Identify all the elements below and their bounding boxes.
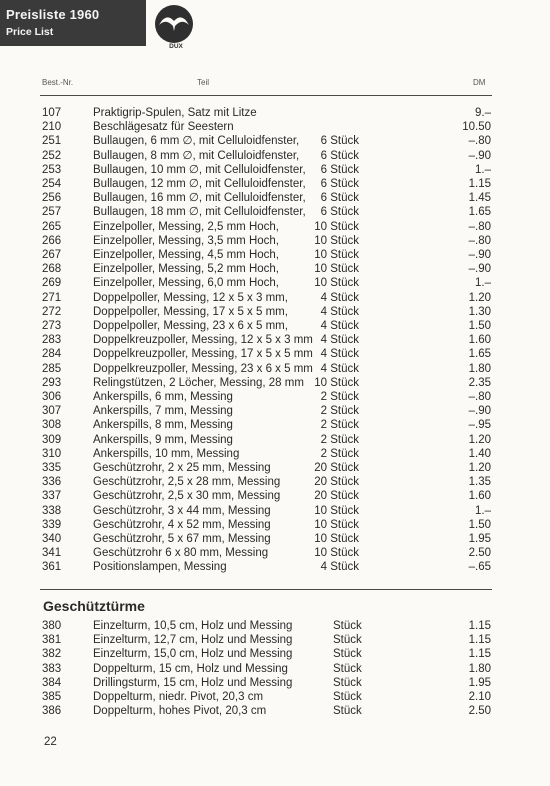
item-quantity: 6 Stück bbox=[320, 206, 359, 219]
item-quantity: 10 Stück bbox=[314, 504, 359, 517]
item-description: Positionslampen, Messing bbox=[93, 561, 227, 574]
section-divider bbox=[40, 589, 492, 590]
table-row bbox=[0, 163, 550, 177]
item-quantity: 10 Stück bbox=[314, 263, 359, 276]
item-description: Einzelpoller, Messing, 2,5 mm Hoch, bbox=[93, 220, 279, 233]
item-price: 1.50 bbox=[468, 320, 491, 332]
item-number: 307 bbox=[42, 405, 62, 418]
item-number: 306 bbox=[42, 391, 62, 403]
item-quantity: 10 Stück bbox=[314, 249, 359, 261]
item-price: 1.20 bbox=[468, 291, 491, 304]
item-quantity: Stück bbox=[333, 648, 362, 661]
item-price: 9.– bbox=[475, 107, 491, 119]
item-number: 251 bbox=[42, 135, 62, 148]
item-description: Einzelturm, 10,5 cm, Holz und Messing bbox=[93, 620, 293, 632]
item-description: Geschützrohr, 3 x 44 mm, Messing bbox=[93, 504, 271, 517]
item-quantity: 20 Stück bbox=[314, 490, 359, 503]
item-description: Geschützrohr, 2,5 x 30 mm, Messing bbox=[93, 490, 281, 503]
dux-logo-icon bbox=[152, 2, 200, 50]
item-price: 1.95 bbox=[468, 533, 491, 545]
item-description: Bullaugen, 18 mm ∅, mit Celluloidfenster, bbox=[93, 206, 306, 219]
item-quantity: 2 Stück bbox=[320, 391, 359, 403]
column-header-nr: Best.-Nr. bbox=[42, 78, 74, 87]
item-number: 266 bbox=[42, 234, 62, 247]
item-price: 1.50 bbox=[468, 518, 491, 531]
item-description: Doppelkreuzpoller, Messing, 17 x 5 x 5 mm bbox=[93, 348, 313, 361]
table-row bbox=[0, 248, 550, 262]
item-description: Einzelpoller, Messing, 4,5 mm Hoch, bbox=[93, 249, 279, 261]
item-price: –.90 bbox=[468, 263, 491, 276]
page-title: Preisliste 1960 bbox=[6, 7, 100, 22]
item-price: –.65 bbox=[468, 561, 491, 574]
item-quantity: 20 Stück bbox=[314, 462, 359, 474]
item-quantity: 6 Stück bbox=[320, 178, 359, 190]
table-row bbox=[0, 291, 550, 305]
table-row bbox=[0, 418, 550, 432]
item-price: 1.15 bbox=[468, 648, 491, 661]
page-number: 22 bbox=[44, 736, 57, 748]
item-number: 336 bbox=[42, 476, 62, 489]
item-description: Geschützrohr 6 x 80 mm, Messing bbox=[93, 547, 269, 560]
table-row bbox=[0, 704, 550, 718]
item-number: 267 bbox=[42, 249, 62, 261]
item-number: 293 bbox=[42, 376, 62, 389]
item-quantity: 4 Stück bbox=[320, 561, 359, 574]
table-row bbox=[0, 647, 550, 661]
item-description: Einzelpoller, Messing, 6,0 mm Hoch, bbox=[93, 277, 279, 290]
item-description: Doppelkreuzpoller, Messing, 12 x 5 x 3 mm bbox=[93, 334, 313, 347]
item-description: Bullaugen, 12 mm ∅, mit Celluloidfenster, bbox=[93, 178, 306, 190]
item-quantity: 4 Stück bbox=[320, 348, 359, 361]
table-row bbox=[0, 546, 550, 560]
item-description: Doppelkreuzpoller, Messing, 23 x 6 x 5 mm bbox=[93, 362, 313, 375]
item-description: Doppelturm, niedr. Pivot, 20,3 cm bbox=[93, 691, 264, 703]
item-quantity: 20 Stück bbox=[314, 476, 359, 489]
table-row bbox=[0, 633, 550, 647]
table-row bbox=[0, 134, 550, 148]
table-row bbox=[0, 447, 550, 461]
table-row bbox=[0, 305, 550, 319]
item-quantity: 4 Stück bbox=[320, 305, 359, 318]
item-description: Praktigrip-Spulen, Satz mit Litze bbox=[93, 107, 257, 119]
item-quantity: Stück bbox=[333, 676, 362, 689]
item-price: –.80 bbox=[468, 135, 491, 148]
item-price: –.80 bbox=[468, 220, 491, 233]
item-number: 269 bbox=[42, 277, 62, 290]
item-description: Einzelturm, 15,0 cm, Holz und Messing bbox=[93, 648, 293, 661]
item-number: 339 bbox=[42, 518, 62, 531]
item-quantity: Stück bbox=[333, 705, 362, 718]
item-number: 268 bbox=[42, 263, 62, 276]
item-description: Beschlägesatz für Seestern bbox=[93, 121, 234, 134]
item-quantity: Stück bbox=[333, 662, 362, 675]
page-subtitle: Price List bbox=[6, 26, 54, 38]
item-description: Geschützrohr, 2,5 x 28 mm, Messing bbox=[93, 476, 281, 489]
item-quantity: 10 Stück bbox=[314, 220, 359, 233]
item-price: 1.15 bbox=[468, 634, 491, 647]
item-description: Ankerspills, 9 mm, Messing bbox=[93, 433, 233, 446]
item-price: –.80 bbox=[468, 391, 491, 403]
item-price: –.90 bbox=[468, 405, 491, 418]
item-number: 338 bbox=[42, 504, 62, 517]
item-number: 382 bbox=[42, 648, 62, 661]
item-price: 1.60 bbox=[468, 490, 491, 503]
item-description: Einzelturm, 12,7 cm, Holz und Messing bbox=[93, 634, 293, 647]
table-row bbox=[0, 532, 550, 546]
item-quantity: 10 Stück bbox=[314, 547, 359, 560]
item-quantity: 4 Stück bbox=[320, 291, 359, 304]
item-description: Bullaugen, 6 mm ∅, mit Celluloidfenster, bbox=[93, 135, 300, 148]
item-number: 285 bbox=[42, 362, 62, 375]
item-number: 310 bbox=[42, 447, 62, 460]
header-banner bbox=[0, 0, 146, 46]
item-description: Ankerspills, 8 mm, Messing bbox=[93, 419, 233, 432]
item-description: Bullaugen, 10 mm ∅, mit Celluloidfenster, bbox=[93, 163, 306, 176]
table-row bbox=[0, 120, 550, 134]
table-row bbox=[0, 376, 550, 390]
item-price: 1.– bbox=[475, 504, 491, 517]
table-row bbox=[0, 560, 550, 574]
item-number: 308 bbox=[42, 419, 62, 432]
item-price: 1.65 bbox=[468, 348, 491, 361]
item-description: Doppelturm, hohes Pivot, 20,3 cm bbox=[93, 705, 267, 718]
item-number: 283 bbox=[42, 334, 62, 347]
item-number: 384 bbox=[42, 676, 62, 689]
item-quantity: 6 Stück bbox=[320, 149, 359, 162]
item-description: Geschützrohr, 5 x 67 mm, Messing bbox=[93, 533, 271, 545]
table-row bbox=[0, 191, 550, 205]
item-price: 1.20 bbox=[468, 433, 491, 446]
item-quantity: 4 Stück bbox=[320, 362, 359, 375]
table-row bbox=[0, 619, 550, 633]
item-number: 284 bbox=[42, 348, 62, 361]
table-row bbox=[0, 347, 550, 361]
item-number: 253 bbox=[42, 163, 62, 176]
item-price: 1.– bbox=[475, 277, 491, 290]
item-description: Bullaugen, 8 mm ∅, mit Celluloidfenster, bbox=[93, 149, 300, 162]
item-quantity: 2 Stück bbox=[320, 419, 359, 432]
header-divider bbox=[40, 95, 492, 96]
table-row bbox=[0, 475, 550, 489]
item-number: 271 bbox=[42, 291, 62, 304]
item-number: 340 bbox=[42, 533, 62, 545]
item-number: 210 bbox=[42, 121, 62, 134]
table-row bbox=[0, 390, 550, 404]
item-description: Geschützrohr, 2 x 25 mm, Messing bbox=[93, 462, 271, 474]
table-row bbox=[0, 106, 550, 120]
item-quantity: 2 Stück bbox=[320, 433, 359, 446]
item-quantity: Stück bbox=[333, 634, 362, 647]
item-number: 273 bbox=[42, 320, 62, 332]
item-price: 1.95 bbox=[468, 676, 491, 689]
item-quantity: 2 Stück bbox=[320, 405, 359, 418]
section-title: Geschütztürme bbox=[43, 598, 145, 614]
item-price: 1.60 bbox=[468, 334, 491, 347]
item-number: 309 bbox=[42, 433, 62, 446]
item-number: 383 bbox=[42, 662, 62, 675]
item-price: 1.15 bbox=[468, 178, 491, 190]
item-number: 265 bbox=[42, 220, 62, 233]
table-row bbox=[0, 234, 550, 248]
table-row bbox=[0, 205, 550, 219]
item-number: 107 bbox=[42, 107, 62, 119]
item-quantity: Stück bbox=[333, 620, 362, 632]
item-price: 1.80 bbox=[468, 362, 491, 375]
item-quantity: 6 Stück bbox=[320, 135, 359, 148]
item-description: Ankerspills, 6 mm, Messing bbox=[93, 391, 233, 403]
item-quantity: 4 Stück bbox=[320, 320, 359, 332]
item-number: 337 bbox=[42, 490, 62, 503]
item-number: 335 bbox=[42, 462, 62, 474]
table-row bbox=[0, 433, 550, 447]
item-number: 381 bbox=[42, 634, 62, 647]
item-number: 256 bbox=[42, 192, 62, 205]
logo-text: DUX bbox=[169, 43, 183, 50]
item-number: 257 bbox=[42, 206, 62, 219]
item-price: 1.20 bbox=[468, 462, 491, 474]
item-number: 341 bbox=[42, 547, 62, 560]
item-number: 254 bbox=[42, 178, 62, 190]
table-row bbox=[0, 319, 550, 333]
table-row bbox=[0, 676, 550, 690]
item-price: –.95 bbox=[468, 419, 491, 432]
item-price: –.90 bbox=[468, 249, 491, 261]
item-price: 1.– bbox=[475, 163, 491, 176]
item-number: 385 bbox=[42, 691, 62, 703]
table-row bbox=[0, 461, 550, 475]
item-description: Ankerspills, 7 mm, Messing bbox=[93, 405, 233, 418]
item-price: 1.45 bbox=[468, 192, 491, 205]
item-description: Relingstützen, 2 Löcher, Messing, 28 mm bbox=[93, 376, 304, 389]
column-header-price: DM bbox=[473, 78, 486, 87]
item-price: 1.15 bbox=[468, 620, 491, 632]
table-row bbox=[0, 149, 550, 163]
item-quantity: 4 Stück bbox=[320, 334, 359, 347]
item-description: Doppelpoller, Messing, 23 x 6 x 5 mm, bbox=[93, 320, 288, 332]
item-quantity: 10 Stück bbox=[314, 533, 359, 545]
item-quantity: Stück bbox=[333, 691, 362, 703]
table-row bbox=[0, 177, 550, 191]
item-price: 1.65 bbox=[468, 206, 491, 219]
item-price: 1.40 bbox=[468, 447, 491, 460]
table-row bbox=[0, 262, 550, 276]
item-price: –.90 bbox=[468, 149, 491, 162]
table-row bbox=[0, 518, 550, 532]
table-row bbox=[0, 504, 550, 518]
item-description: Einzelpoller, Messing, 3,5 mm Hoch, bbox=[93, 234, 279, 247]
item-price: 1.35 bbox=[468, 476, 491, 489]
item-quantity: 10 Stück bbox=[314, 234, 359, 247]
item-price: 2.50 bbox=[468, 547, 491, 560]
item-quantity: 10 Stück bbox=[314, 376, 359, 389]
table-row bbox=[0, 489, 550, 503]
item-description: Doppelpoller, Messing, 17 x 5 x 5 mm, bbox=[93, 305, 288, 318]
item-quantity: 10 Stück bbox=[314, 518, 359, 531]
item-number: 252 bbox=[42, 149, 62, 162]
item-price: –.80 bbox=[468, 234, 491, 247]
item-price: 1.80 bbox=[468, 662, 491, 675]
item-description: Bullaugen, 16 mm ∅, mit Celluloidfenster, bbox=[93, 192, 306, 205]
item-price: 2.10 bbox=[468, 691, 491, 703]
item-description: Einzelpoller, Messing, 5,2 mm Hoch, bbox=[93, 263, 279, 276]
item-number: 272 bbox=[42, 305, 62, 318]
item-quantity: 6 Stück bbox=[320, 163, 359, 176]
item-description: Geschützrohr, 4 x 52 mm, Messing bbox=[93, 518, 271, 531]
column-header-desc: Teil bbox=[197, 78, 210, 87]
table-row bbox=[0, 690, 550, 704]
item-price: 2.35 bbox=[468, 376, 491, 389]
table-row bbox=[0, 276, 550, 290]
table-row bbox=[0, 220, 550, 234]
item-description: Ankerspills, 10 mm, Messing bbox=[93, 447, 240, 460]
item-price: 2.50 bbox=[468, 705, 491, 718]
item-price: 10.50 bbox=[462, 121, 491, 134]
item-quantity: 2 Stück bbox=[320, 447, 359, 460]
item-description: Doppelpoller, Messing, 12 x 5 x 3 mm, bbox=[93, 291, 288, 304]
item-quantity: 10 Stück bbox=[314, 277, 359, 290]
table-row bbox=[0, 404, 550, 418]
item-number: 361 bbox=[42, 561, 62, 574]
item-number: 386 bbox=[42, 705, 62, 718]
item-description: Doppelturm, 15 cm, Holz und Messing bbox=[93, 662, 288, 675]
item-quantity: 6 Stück bbox=[320, 192, 359, 205]
table-row bbox=[0, 333, 550, 347]
item-description: Drillingsturm, 15 cm, Holz und Messing bbox=[93, 676, 293, 689]
item-number: 380 bbox=[42, 620, 62, 632]
table-row bbox=[0, 362, 550, 376]
table-row bbox=[0, 662, 550, 676]
item-price: 1.30 bbox=[468, 305, 491, 318]
